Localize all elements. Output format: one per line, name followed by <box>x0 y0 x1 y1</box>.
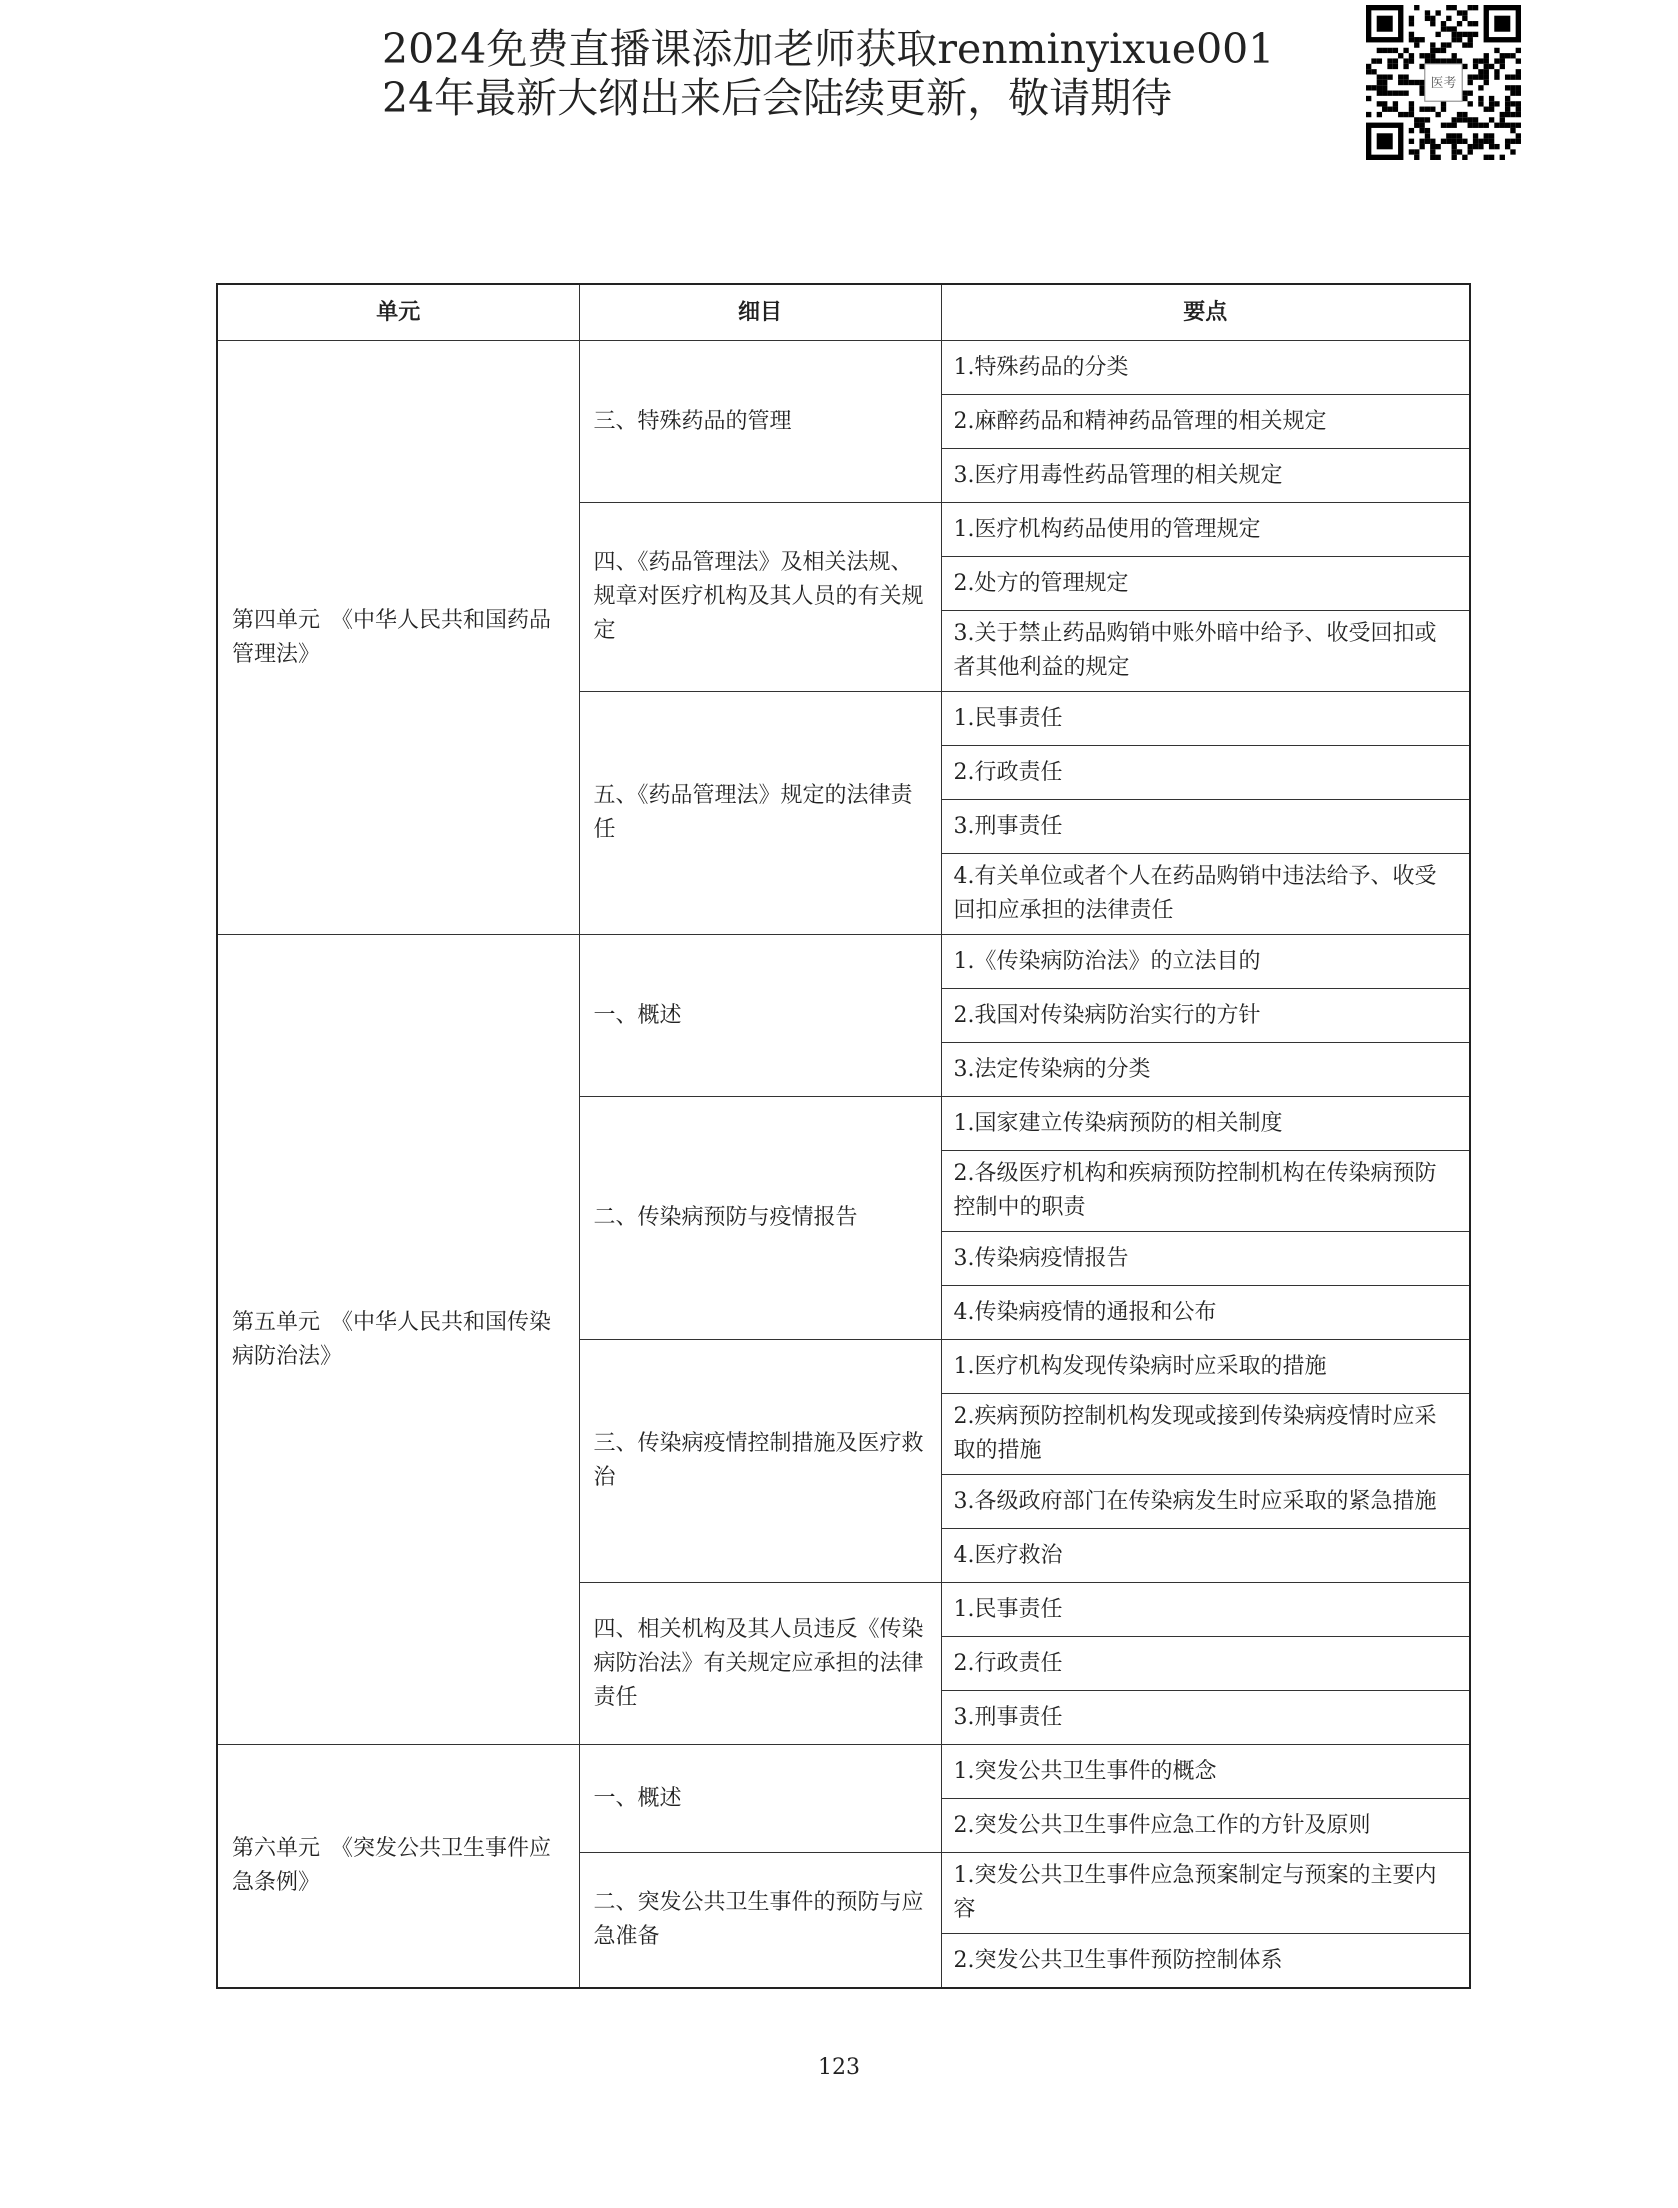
header-item: 细目 <box>579 284 941 341</box>
point-cell: 3.刑事责任 <box>941 1691 1470 1745</box>
unit-cell: 第五单元 《中华人民共和国传染病防治法》 <box>217 935 579 1745</box>
qr-logo-text: 医考 <box>1430 75 1457 91</box>
qr-code <box>1366 5 1521 160</box>
point-cell: 1.特殊药品的分类 <box>941 341 1470 395</box>
section-cell: 三、特殊药品的管理 <box>579 341 941 503</box>
page-number: 123 <box>818 2055 860 2080</box>
point-cell: 2.突发公共卫生事件预防控制体系 <box>941 1934 1470 1989</box>
point-cell: 4.医疗救治 <box>941 1529 1470 1583</box>
section-cell: 一、概述 <box>579 935 941 1097</box>
table-header-row <box>217 284 1470 341</box>
point-cell: 1.国家建立传染病预防的相关制度 <box>941 1097 1470 1151</box>
section-cell: 二、突发公共卫生事件的预防与应急准备 <box>579 1853 941 1989</box>
section-cell: 一、概述 <box>579 1745 941 1853</box>
point-cell: 3.刑事责任 <box>941 800 1470 854</box>
point-cell: 2.行政责任 <box>941 746 1470 800</box>
point-cell: 2.我国对传染病防治实行的方针 <box>941 989 1470 1043</box>
section-cell: 二、传染病预防与疫情报告 <box>579 1097 941 1340</box>
header-point: 要点 <box>941 284 1470 341</box>
unit-cell: 第四单元 《中华人民共和国药品管理法》 <box>217 341 579 935</box>
point-cell: 1.民事责任 <box>941 692 1470 746</box>
point-cell: 3.传染病疫情报告 <box>941 1232 1470 1286</box>
section-cell: 四、《药品管理法》及相关法规、规章对医疗机构及其人员的有关规定 <box>579 503 941 692</box>
point-cell: 1.民事责任 <box>941 1583 1470 1637</box>
point-cell: 3.关于禁止药品购销中账外暗中给予、收受回扣或者其他利益的规定 <box>941 611 1470 692</box>
section-cell: 三、传染病疫情控制措施及医疗救治 <box>579 1340 941 1583</box>
point-cell: 3.法定传染病的分类 <box>941 1043 1470 1097</box>
point-cell: 1.突发公共卫生事件的概念 <box>941 1745 1470 1799</box>
table-row <box>217 341 1470 395</box>
header-unit: 单元 <box>217 284 579 341</box>
section-cell: 四、相关机构及其人员违反《传染病防治法》有关规定应承担的法律责任 <box>579 1583 941 1745</box>
point-cell: 2.疾病预防控制机构发现或接到传染病疫情时应采取的措施 <box>941 1394 1470 1475</box>
point-cell: 2.各级医疗机构和疾病预防控制机构在传染病预防控制中的职责 <box>941 1151 1470 1232</box>
point-cell: 1.《传染病防治法》的立法目的 <box>941 935 1470 989</box>
point-cell: 1.医疗机构发现传染病时应采取的措施 <box>941 1340 1470 1394</box>
point-cell: 2.行政责任 <box>941 1637 1470 1691</box>
point-cell: 1.医疗机构药品使用的管理规定 <box>941 503 1470 557</box>
point-cell: 2.处方的管理规定 <box>941 557 1470 611</box>
point-cell: 4.有关单位或者个人在药品购销中违法给予、收受回扣应承担的法律责任 <box>941 854 1470 935</box>
point-cell: 3.医疗用毒性药品管理的相关规定 <box>941 449 1470 503</box>
header-line-2: 24年最新大纲出来后会陆续更新，敬请期待 <box>382 74 1173 122</box>
section-cell: 五、《药品管理法》规定的法律责任 <box>579 692 941 935</box>
table-row <box>217 1745 1470 1799</box>
point-cell: 2.突发公共卫生事件应急工作的方针及原则 <box>941 1799 1470 1853</box>
point-cell: 4.传染病疫情的通报和公布 <box>941 1286 1470 1340</box>
point-cell: 3.各级政府部门在传染病发生时应采取的紧急措施 <box>941 1475 1470 1529</box>
point-cell: 1.突发公共卫生事件应急预案制定与预案的主要内容 <box>941 1853 1470 1934</box>
header-line-1: 2024免费直播课添加老师获取renminyixue001 <box>382 25 1275 73</box>
unit-cell: 第六单元 《突发公共卫生事件应急条例》 <box>217 1745 579 1989</box>
syllabus-table <box>216 283 1471 1989</box>
point-cell: 2.麻醉药品和精神药品管理的相关规定 <box>941 395 1470 449</box>
table-row <box>217 935 1470 989</box>
